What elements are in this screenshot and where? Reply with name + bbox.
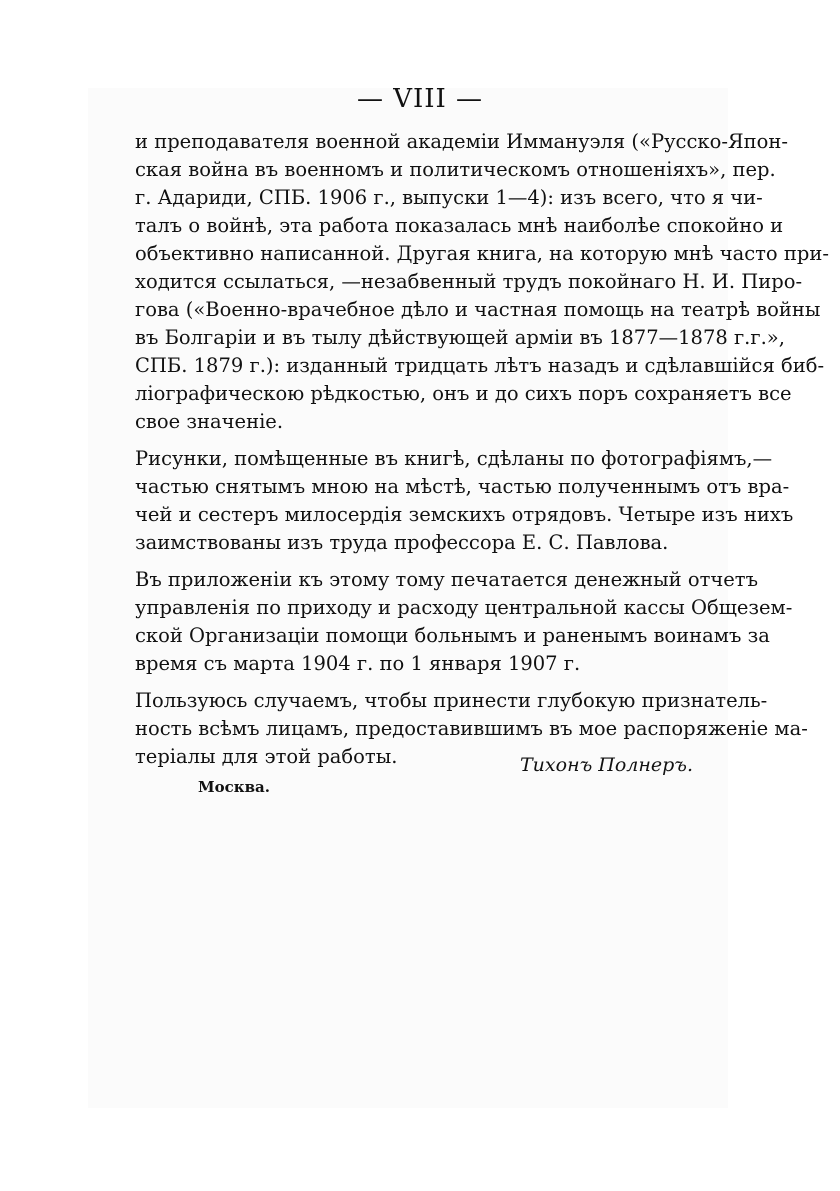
text-line: Рисунки, помѣщенные въ книгѣ, сдѣланы по фотографіямъ,— [135,447,773,470]
text-line: заимствованы изъ труда профессора Е. С. Павлова. [135,531,669,554]
paragraph [135,445,794,557]
text-line: свое значеніе. [135,410,284,433]
text-line: ліографическою рѣдкостью, онъ и до сихъ поръ сохраняетъ все [135,382,792,405]
page-number: — VIII — [356,84,484,114]
text-line: теріалы для этой работы. [135,745,398,768]
text-line: частью снятымъ мною на мѣстѣ, частью полученнымъ отъ вра- [135,475,790,498]
text-line: ность всѣмъ лицамъ, предоставившимъ въ мое распоряженіе ма- [135,717,808,740]
text-line: ходится ссылаться, —незабвенный трудъ покойнаго Н. И. Пиро- [135,270,803,293]
text-line: СПБ. 1879 г.): изданный тридцать лѣтъ назадъ и сдѣлавшійся биб- [135,354,825,377]
text-line: г. Адариди, СПБ. 1906 г., выпуски 1—4): изъ всего, что я чи- [135,186,763,209]
paragraph-gap [135,436,715,445]
text-line: въ Болгаріи и въ тылу дѣйствующей арміи въ 1877—1878 г.г.», [135,326,785,349]
text-line: объективно написанной. Другая книга, на которую мнѣ часто при- [135,242,829,265]
author-signature: Тихонъ Полнеръ. [520,754,694,776]
paragraph-gap [135,557,715,566]
text-line: талъ о войнѣ, эта работа показалась мнѣ наиболѣе спокойно и [135,214,784,237]
text-line: гова («Военно-врачебное дѣло и частная помощь на театрѣ войны [135,298,821,321]
text-line: Въ приложеніи къ этому тому печатается денежный отчетъ [135,568,759,591]
paragraph [135,566,793,678]
text-line: ской Организаціи помощи больнымъ и раненымъ воинамъ за [135,624,770,647]
text-line: чей и сестеръ милосердія земскихъ отрядовъ. Четыре изъ нихъ [135,503,794,526]
text-line: Пользуюсь случаемъ, чтобы принести глубокую признатель- [135,689,768,712]
body-text [135,128,829,771]
paragraph-gap [135,678,715,687]
text-line: ская война въ военномъ и политическомъ отношеніяхъ», пер. [135,158,776,181]
text-line: управленія по приходу и расходу центральной кассы Общезем- [135,596,793,619]
place-name: Москва. [198,778,270,796]
paragraph [135,128,829,436]
text-line: и преподавателя военной академіи Иммануэля («Русско-Япон- [135,130,788,153]
text-line: время съ марта 1904 г. по 1 января 1907 г. [135,652,581,675]
